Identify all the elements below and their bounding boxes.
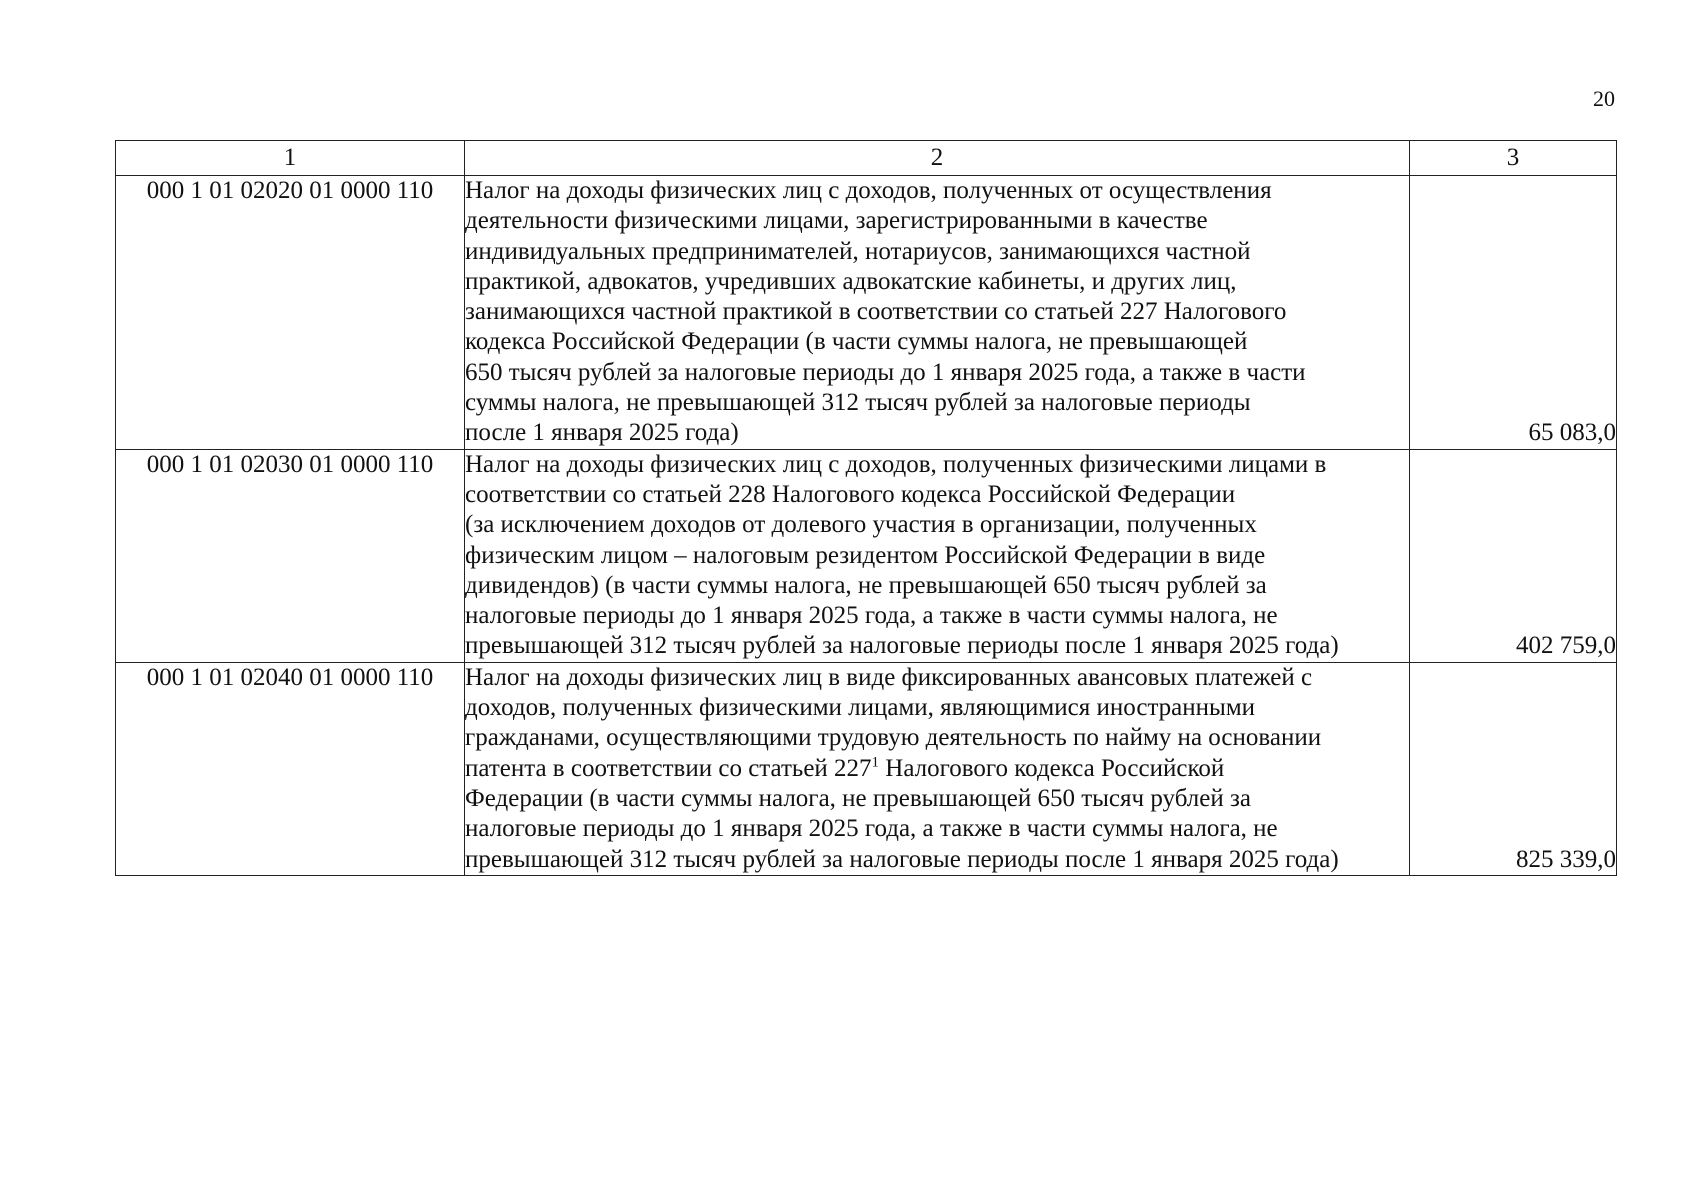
description-line: налоговые периоды до 1 января 2025 года, а также в части суммы налога, не xyxy=(465,602,1278,630)
column-header-3: 3 xyxy=(1410,141,1617,176)
description-line: доходов, полученных физическими лицами, являющимися иностранными xyxy=(465,694,1256,722)
description-text: патента в соответствии со статьей 227 xyxy=(465,754,872,782)
description-line: Федерации (в части суммы налога, не превышающей 650 тысяч рублей за xyxy=(465,784,1251,812)
description-line: физическим лицом – налоговым резидентом Российской Федерации в виде xyxy=(465,541,1266,569)
revenue-description xyxy=(465,449,1410,662)
amount-value: 65 083,0 xyxy=(1410,176,1617,450)
classification-code: 000 1 01 02040 01 0000 110 xyxy=(116,662,465,875)
revenue-description xyxy=(465,662,1410,875)
description-line: кодекса Российской Федерации (в части суммы налога, не превышающей xyxy=(465,328,1248,356)
table-row xyxy=(116,176,1617,450)
table-row xyxy=(116,662,1617,875)
description-line: деятельности физическими лицами, зарегистрированными в качестве xyxy=(465,207,1208,235)
description-line xyxy=(465,754,1409,784)
page-number: 20 xyxy=(1593,86,1615,111)
table-row xyxy=(116,449,1617,662)
description-line: 650 тысяч рублей за налоговые периоды до 1 января 2025 года, а также в части xyxy=(465,358,1306,386)
revenue-table xyxy=(115,140,1617,876)
description-line: суммы налога, не превышающей 312 тысяч рублей за налоговые периоды xyxy=(465,389,1251,417)
amount-value: 825 339,0 xyxy=(1410,662,1617,875)
description-line: дивидендов) (в части суммы налога, не превышающей 650 тысяч рублей за xyxy=(465,571,1267,599)
description-line: налоговые периоды до 1 января 2025 года, а также в части суммы налога, не xyxy=(465,815,1278,843)
footnote-superscript: 1 xyxy=(871,754,880,771)
revenue-description xyxy=(465,176,1410,450)
classification-code: 000 1 01 02020 01 0000 110 xyxy=(116,176,465,450)
description-line: практикой, адвокатов, учредивших адвокатские кабинеты, и других лиц, xyxy=(465,267,1237,295)
column-header-2: 2 xyxy=(465,141,1410,176)
amount-value: 402 759,0 xyxy=(1410,449,1617,662)
classification-code: 000 1 01 02030 01 0000 110 xyxy=(116,449,465,662)
table-header-row xyxy=(116,141,1617,176)
description-line: Налог на доходы физических лиц в виде фиксированных авансовых платежей с xyxy=(465,663,1313,691)
column-header-1: 1 xyxy=(116,141,465,176)
description-line: превышающей 312 тысяч рублей за налоговые периоды после 1 января 2025 года) xyxy=(465,845,1339,873)
description-line: индивидуальных предпринимателей, нотариусов, занимающихся частной xyxy=(465,237,1251,265)
description-line: Налог на доходы физических лиц с доходов, полученных от осуществления xyxy=(465,177,1272,204)
description-line: после 1 января 2025 года) xyxy=(465,419,739,447)
description-line: занимающихся частной практикой в соответствии со статьей 227 Налогового xyxy=(465,298,1287,326)
description-line: (за исключением доходов от долевого участия в организации, полученных xyxy=(465,511,1257,539)
description-line: превышающей 312 тысяч рублей за налоговые периоды после 1 января 2025 года) xyxy=(465,632,1339,660)
description-line: Налог на доходы физических лиц с доходов, полученных физическими лицами в xyxy=(465,450,1327,478)
description-line: соответствии со статьей 228 Налогового кодекса Российской Федерации xyxy=(465,480,1236,508)
description-line: гражданами, осуществляющими трудовую деятельность по найму на основании xyxy=(465,724,1322,752)
description-text: Налогового кодекса Российской xyxy=(879,754,1225,782)
